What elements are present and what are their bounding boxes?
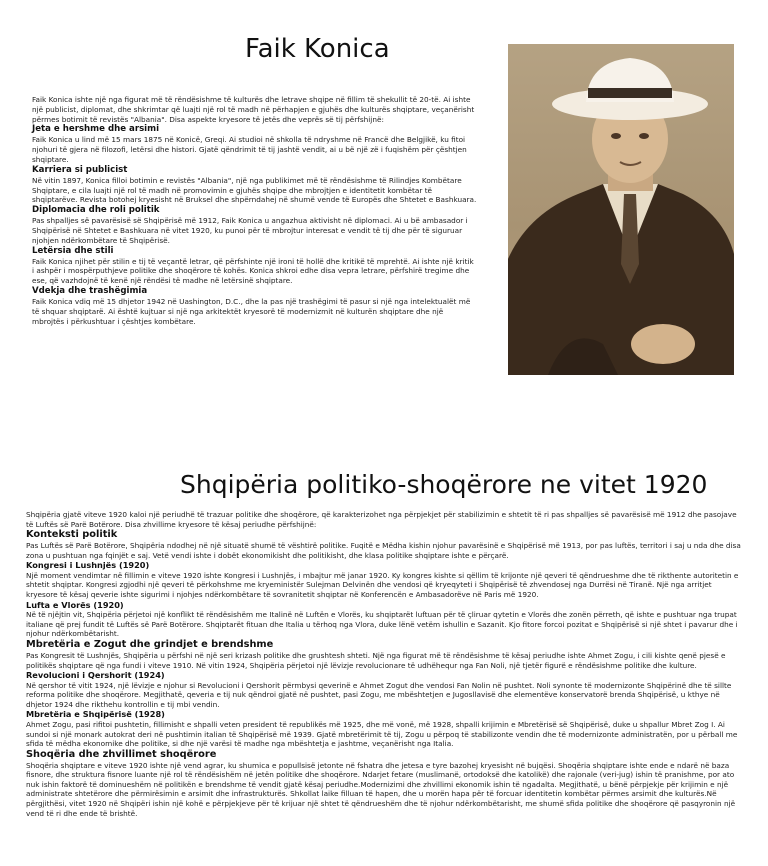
section-paragraph: Faik Konica njihet për stilin e tij të veçantë letrar, që përfshinte një ironi të hollë dhe kritikë të mprehtë. Ai ishte një kritik i ashpër i mospërputhjeve politike dhe shoqërore të kohës. Konica shkroi edhe disa vepra letrare, përfshirë tregime dhe ese, që vazhdojnë të kenë një rëndësi të madhe në letërsinë shqiptare. <box>32 256 474 286</box>
albania-1920s-text-block <box>26 510 744 818</box>
portrait-photo <box>508 44 734 375</box>
konica-text-block <box>32 95 477 326</box>
block-subheading: Lufta e Vlorës (1920) <box>26 599 124 610</box>
block-heading: Konteksti politik <box>26 529 118 541</box>
block-paragraph: Pas Kongresit të Lushnjës, Shqipëria u përfshi në një seri krizash politike dhe grushtesh shteti. Një nga figurat më të rëndësishme të kësaj periudhe ishte Ahmet Zogu, i cili kishte qenë pjesë e politikës shqiptare që nga fundi i viteve 1910. Në vitin 1924, Shqipëria përjetoi një lëvizje revolucionare të udhëhequr nga Fan Noli, një tjetër figurë e rëndësishme politike dhe kulture. <box>26 650 726 670</box>
block-paragraph: Pas Luftës së Parë Botërore, Shqipëria ndodhej në një situatë shumë të vështirë politike. Fuqitë e Mëdha kishin njohur pavarësinë e Shqipërisë më 1913, por pas luftës, territori i saj u nda dhe disa zona u pushtuan nga fqinjët e saj. Vetë vendi ishte i dobët ekonomikisht dhe politikisht, dhe klasa politike shqiptare ishte e përçarë. <box>26 541 741 560</box>
section-heading: Karriera si publicist <box>32 164 128 175</box>
section-title: Shqipëria politiko-shoqërore ne vitet 1920 <box>180 470 708 499</box>
portrait-illustration <box>508 44 734 375</box>
block-paragraph: Një moment vendimtar në fillimin e viteve 1920 ishte Kongresi i Lushnjës, i mbajtur më janar 1920. Ky kongres kishte si qëllim të krijonte një qeveri të qëndrueshme dhe të rikthente autoritetin e shtetit shqiptar. Kongresi zgjodhi një qeveri të përkohshme me kryeministër Sulejman Delvinën dhe vendosi që kryeqyteti i Shqipërisë të zhvendosej nga Durrësi në Tiranë. Një nga arritjet kryesore të kësaj qeverie ishte sigurimi i njohjes ndërkombëtare të sovranitetit shqiptar në Konferencën e Ambasadorëve në Paris më 1920. <box>26 570 739 600</box>
section-paragraph: Në vitin 1897, Konica filloi botimin e revistës "Albania", një nga publikimet më të rëndësishme të Rilindjes Kombëtare Shqiptare, e cila luajti një rol të madh në promovimin e gjuhës shqipe dhe mbrojtjen e identitetit kombëtar të shqiptarëve. Revista botohej kryesisht në Bruksel dhe shpërndahej në shumë vende të Europës dhe Shtetet e Bashkuara. <box>32 175 477 205</box>
section-paragraph: Faik Konica vdiq më 15 dhjetor 1942 në Uashington, D.C., dhe la pas një trashëgimi të pasur si një nga intelektualët më të shquar shqiptarë. Ai është kujtuar si një nga arkitektët kryesorë të modernizmit në kulturën shqiptare dhe një mbrojtës i përkushtuar i çështjes kombëtare. <box>32 296 471 326</box>
intro-paragraph: Faik Konica ishte një nga figurat më të rëndësishme të kulturës dhe letrave shqipe në fillim të shekullit të 20-të. Ai ishte një publicist, diplomat, dhe shkrimtar që luajti një rol të madh në përhapjen e gjuhës dhe kulturës shqiptare, veçanërisht përmes botimit të revistës "Albania". Disa aspekte kryesore të jetës dhe veprës së tij përfshijnë: <box>32 95 475 124</box>
block-heading: Mbretëria e Zogut dhe grindjet e brendshme <box>26 638 274 650</box>
block-paragraph: Ahmet Zogu, pasi rifitoi pushtetin, fillimisht e shpalli veten president të republikës më 1925, dhe më vonë, më 1928, shpalli krijimin e Mbretërisë së Shqipërisë, duke u shpallur Mbret Zog I. Ai sundoi si një monark autokrat deri në pushtimin italian të Shqipërisë më 1939. Gjatë mbretërimit të tij, Zogu u përpoq të stabilizonte vendin dhe të modernizonte administratën, por u përball me sfida të mëdha ekonomike dhe politike, si dhe një varësi të madhe nga mbështetja e jashtme, veçanërisht nga Italia. <box>26 719 738 749</box>
section-heading: Diplomacia dhe roli politik <box>32 205 160 216</box>
block-paragraph: Në të njëjtin vit, Shqipëria përjetoi një konflikt të rëndësishëm me Italinë në Luftën e Vlorës, ku shqiptarët luftuan për të çliruar qytetin e Vlorës dhe zonën përreth, që ishte e pushtuar nga trupat italiane që prej fundit të Luftës së Parë Botërore. Shqiptarët fituan dhe Italia u tërhoq nga Vlora, duke lënë vetëm ishullin e Sazanit. Kjo fitore forcoi pozitat e Shqipërisë si një shtet i pavarur dhe i njohur ndërkombëtarisht. <box>26 610 738 639</box>
section-heading: Jeta e hershme dhe arsimi <box>32 124 160 135</box>
section-paragraph: Faik Konica u lind më 15 mars 1875 në Konicë, Greqi. Ai studioi në shkolla të ndryshme në Francë dhe Belgjikë, ku fitoi njohuri të gjera në filozofi, letërsi dhe histori. Gjatë qëndrimit të tij jashtë vendit, ai u bë një zë i fuqishëm për çështjen shqiptare. <box>32 135 467 164</box>
page-title: Faik Konica <box>245 34 390 64</box>
section-heading: Vdekja dhe trashëgimia <box>32 285 148 296</box>
section-heading: Letërsia dhe stili <box>32 245 114 256</box>
block-subheading: Mbretëria e Shqipërisë (1928) <box>26 709 165 720</box>
block-heading: Shoqëria dhe zhvillimet shoqërore <box>26 748 217 760</box>
block-paragraph: Në qershor të vitit 1924, një lëvizje e njohur si Revolucioni i Qershorit përmbysi qeverinë e Ahmet Zogut dhe vendosi Fan Nolin në pushtet. Noli synonte të modernizonte Shqipërinë dhe të sillte reforma politike dhe shoqërore. Megjithatë, qeveria e tij nuk qëndroi gjatë në pushtet, pasi Zogu, me mbështetjen e Jugosllavisë dhe elementëve konservatorë brenda Shqipërisë, u kthye në dhjetor 1924 dhe rikthehu kontrollin e tij mbi vendin. <box>26 680 732 709</box>
block-subheading: Revolucioni i Qershorit (1924) <box>26 670 165 681</box>
block-subheading: Kongresi i Lushnjës (1920) <box>26 560 150 571</box>
intro-paragraph: Shqipëria gjatë viteve 1920 kaloi një periudhë të trazuar politike dhe shoqërore, që karakterizohet nga përpjekjet për stabilizimin e shtetit të ri pas shpalljes së pavarësisë më 1912 dhe pasojave të Luftës së Parë Botërore. Disa zhvillime kryesore të kësaj periudhe përfshijnë: <box>26 510 737 529</box>
block-paragraph: Shoqëria shqiptare e viteve 1920 ishte një vend agrar, ku shumica e popullsisë jetonte në fshatra dhe jetesa e tyre bazohej kryesisht në bujqësi. Shoqëria shqiptare ishte ende e ndarë në baza fisnore, dhe struktura fisnore luante një rol të rëndësishëm në jetën politike dhe shoqërore. Ndarjet fetare (muslimanë, ortodoksë dhe katolikë) dhe rajonale (veri-jug) ishin të pranishme, por ato nuk ishin faktorë të dominueshëm në politikën e brendshme të vendit gjatë kësaj periudhe.Modernizimi dhe zhvillimi ekonomik ishin të ngadalta. Megjithatë, u bënë përpjekje për krijimin e një administrate shtetërore dhe përmirësimin e arsimit dhe infrastrukturës. Shkollat laike filluan të hapen, dhe u morën hapa për të forcuar identitetin kombëtar përmes arsimit dhe kulturës.Në përgjithësi, vitet 1920 në Shqipëri ishin një kohë e përpjekjeve për të krijuar një shtet të qëndrueshëm dhe të njohur ndërkombëtarisht, me shumë sfida politike dhe shoqërore që pasqyronin një vend të ri dhe ende të brishtë. <box>26 760 736 818</box>
section-paragraph: Pas shpalljes së pavarësisë së Shqipërisë më 1912, Faik Konica u angazhua aktivisht në diplomaci. Ai u bë ambasador i Shqipërisë në Shtetet e Bashkuara në vitet 1920, ku punoi për të mbrojtur interesat e vendit të tij dhe për të siguruar njohjen ndërkombëtare të Shqipërisë. <box>32 216 468 245</box>
